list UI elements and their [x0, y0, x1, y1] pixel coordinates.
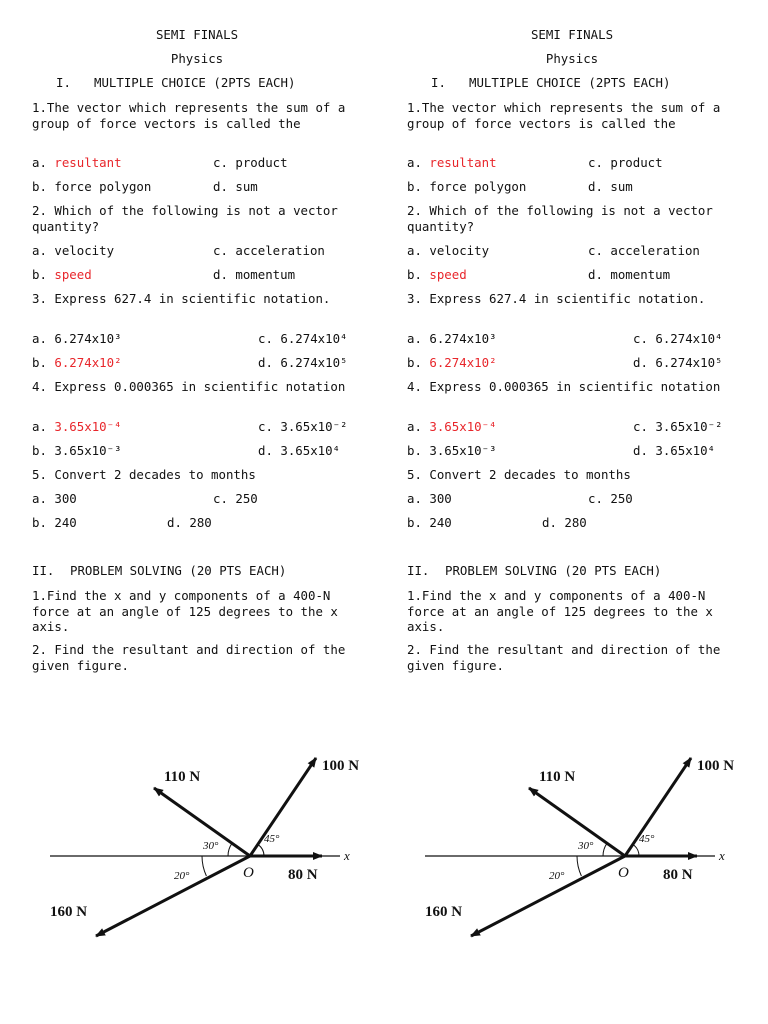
- angle-arc-45: [258, 844, 264, 856]
- exam-subject: Physics: [170, 51, 224, 66]
- force-160n-label: 160 N: [50, 904, 88, 920]
- question-5-options-row-1: [407, 491, 747, 507]
- question-1-text: 1.The vector which represents the sum of a group of force vectors is called the: [407, 100, 721, 131]
- section-number: II.: [407, 563, 430, 578]
- section-heading-problem-solving: [407, 564, 747, 578]
- option-b: b. 6.274x10²: [407, 355, 497, 370]
- question-4-options-row-2: [407, 443, 747, 459]
- angle-45-label: 45°: [639, 833, 655, 845]
- force-diagram: [425, 750, 735, 950]
- option-a: a. 6.274x10³: [407, 331, 497, 346]
- question-2-text: 2. Which of the following is not a vector quantity?: [407, 203, 713, 234]
- option-d: d. sum: [213, 179, 258, 194]
- question-1-options-row-1: [407, 155, 747, 171]
- angle-arc-20: [202, 856, 206, 876]
- option-c: c. 250: [588, 491, 633, 506]
- option-d: d. 3.65x10⁴: [633, 443, 716, 458]
- correct-answer: 6.274x10²: [429, 355, 497, 370]
- option-c: c. 3.65x10⁻²: [633, 419, 723, 434]
- force-100n-arrow: [625, 758, 691, 856]
- question-3-options-row-2: [407, 355, 747, 371]
- question-5-options-row-2: [407, 515, 747, 531]
- question-4-options-row-2: [32, 443, 372, 459]
- option-c: c. 250: [213, 491, 258, 506]
- section-number: I.: [56, 75, 71, 90]
- force-110n-arrow: [529, 788, 625, 856]
- option-b: b. speed: [407, 267, 467, 282]
- problem-1-text: 1.Find the x and y components of a 400-N force at an angle of 125 degrees to the x axis.: [407, 588, 713, 635]
- problem-2-text: 2. Find the resultant and direction of the given figure.: [407, 642, 721, 673]
- correct-answer: 3.65x10⁻⁴: [429, 419, 497, 434]
- question-4-options-row-1: [407, 419, 747, 435]
- option-d: d. sum: [588, 179, 633, 194]
- exam-title: SEMI FINALS: [155, 27, 239, 42]
- force-110n-label: 110 N: [164, 769, 201, 785]
- question-2-options-row-1: [407, 243, 747, 259]
- option-a: a. velocity: [32, 243, 115, 258]
- option-d: d. 3.65x10⁴: [258, 443, 341, 458]
- force-vector-figure: [425, 750, 735, 950]
- angle-30-label: 30°: [203, 840, 219, 852]
- origin-label: O: [618, 865, 629, 881]
- force-vector-figure: [50, 750, 360, 950]
- question-2-text: 2. Which of the following is not a vector quantity?: [32, 203, 338, 234]
- force-100n-label: 100 N: [322, 758, 360, 774]
- option-b: b. speed: [32, 267, 92, 282]
- option-b: b. 3.65x10⁻³: [32, 443, 122, 458]
- question-5-text: 5. Convert 2 decades to months: [407, 467, 631, 482]
- correct-answer: 3.65x10⁻⁴: [54, 419, 122, 434]
- force-160n-arrow: [96, 856, 250, 936]
- correct-answer: resultant: [429, 155, 497, 170]
- option-d: d. 6.274x10⁵: [258, 355, 348, 370]
- option-d: d. momentum: [588, 267, 671, 282]
- exam-title: SEMI FINALS: [530, 27, 614, 42]
- angle-arc-45: [633, 844, 639, 856]
- option-c: c. product: [588, 155, 663, 170]
- section-title: PROBLEM SOLVING (20 PTS EACH): [70, 563, 287, 578]
- angle-arc-30: [603, 843, 607, 856]
- option-b: b. 240: [407, 515, 452, 530]
- force-160n-label: 160 N: [425, 904, 463, 920]
- section-number: II.: [32, 563, 55, 578]
- origin-label: O: [243, 865, 254, 881]
- question-3-text: 3. Express 627.4 in scientific notation.: [407, 291, 706, 306]
- problem-2-text: 2. Find the resultant and direction of the given figure.: [32, 642, 346, 673]
- option-a: a. velocity: [407, 243, 490, 258]
- question-4-text: 4. Express 0.000365 in scientific notation: [407, 379, 721, 394]
- question-5-options-row-2: [32, 515, 372, 531]
- question-4-options-row-1: [32, 419, 372, 435]
- angle-arc-30: [228, 843, 232, 856]
- force-80n-label: 80 N: [288, 867, 318, 883]
- force-110n-label: 110 N: [539, 769, 576, 785]
- question-4-text: 4. Express 0.000365 in scientific notation: [32, 379, 346, 394]
- angle-45-label: 45°: [264, 833, 280, 845]
- force-100n-arrow: [250, 758, 316, 856]
- option-a: a. 3.65x10⁻⁴: [407, 419, 497, 434]
- section-title: PROBLEM SOLVING (20 PTS EACH): [445, 563, 662, 578]
- option-b: b. 3.65x10⁻³: [407, 443, 497, 458]
- force-80n-label: 80 N: [663, 867, 693, 883]
- option-b: b. force polygon: [32, 179, 152, 194]
- force-100n-label: 100 N: [697, 758, 735, 774]
- option-c: c. 3.65x10⁻²: [258, 419, 348, 434]
- option-b: b. force polygon: [407, 179, 527, 194]
- correct-answer: 6.274x10²: [54, 355, 122, 370]
- question-1-text: 1.The vector which represents the sum of a group of force vectors is called the: [32, 100, 346, 131]
- x-axis-label: x: [344, 848, 350, 863]
- option-d: d. 280: [167, 515, 212, 530]
- question-3-text: 3. Express 627.4 in scientific notation.: [32, 291, 331, 306]
- option-c: c. product: [213, 155, 288, 170]
- section-heading-multiple-choice: [32, 76, 372, 90]
- angle-arc-20: [577, 856, 581, 876]
- question-1-options-row-2: [407, 179, 747, 195]
- angle-30-label: 30°: [578, 840, 594, 852]
- option-a: a. resultant: [32, 155, 122, 170]
- question-5-options-row-1: [32, 491, 372, 507]
- angle-20-label: 20°: [549, 870, 565, 882]
- option-a: a. resultant: [407, 155, 497, 170]
- question-2-options-row-2: [407, 267, 747, 283]
- correct-answer: speed: [54, 267, 92, 282]
- option-b: b. 6.274x10²: [32, 355, 122, 370]
- section-number: I.: [431, 75, 446, 90]
- question-2-options-row-1: [32, 243, 372, 259]
- section-heading-multiple-choice: [407, 76, 747, 90]
- problem-1-text: 1.Find the x and y components of a 400-N force at an angle of 125 degrees to the x axis.: [32, 588, 338, 635]
- question-3-options-row-2: [32, 355, 372, 371]
- exam-subject: Physics: [545, 51, 599, 66]
- option-a: a. 300: [32, 491, 77, 506]
- section-title: MULTIPLE CHOICE (2PTS EACH): [94, 75, 296, 90]
- option-c: c. acceleration: [213, 243, 325, 258]
- correct-answer: resultant: [54, 155, 122, 170]
- option-d: d. 6.274x10⁵: [633, 355, 723, 370]
- option-c: c. 6.274x10⁴: [633, 331, 723, 346]
- question-5-text: 5. Convert 2 decades to months: [32, 467, 256, 482]
- option-d: d. 280: [542, 515, 587, 530]
- option-c: c. 6.274x10⁴: [258, 331, 348, 346]
- correct-answer: speed: [429, 267, 467, 282]
- section-title: MULTIPLE CHOICE (2PTS EACH): [469, 75, 671, 90]
- force-110n-arrow: [154, 788, 250, 856]
- force-160n-arrow: [471, 856, 625, 936]
- option-a: a. 3.65x10⁻⁴: [32, 419, 122, 434]
- section-heading-problem-solving: [32, 564, 372, 578]
- question-2-options-row-2: [32, 267, 372, 283]
- x-axis-label: x: [719, 848, 725, 863]
- question-1-options-row-1: [32, 155, 372, 171]
- exam-column-right: [407, 0, 752, 1024]
- option-b: b. 240: [32, 515, 77, 530]
- angle-20-label: 20°: [174, 870, 190, 882]
- option-c: c. acceleration: [588, 243, 700, 258]
- option-d: d. momentum: [213, 267, 296, 282]
- force-diagram: [50, 750, 360, 950]
- question-3-options-row-1: [407, 331, 747, 347]
- option-a: a. 6.274x10³: [32, 331, 122, 346]
- option-a: a. 300: [407, 491, 452, 506]
- question-3-options-row-1: [32, 331, 372, 347]
- exam-column-left: [32, 0, 377, 1024]
- question-1-options-row-2: [32, 179, 372, 195]
